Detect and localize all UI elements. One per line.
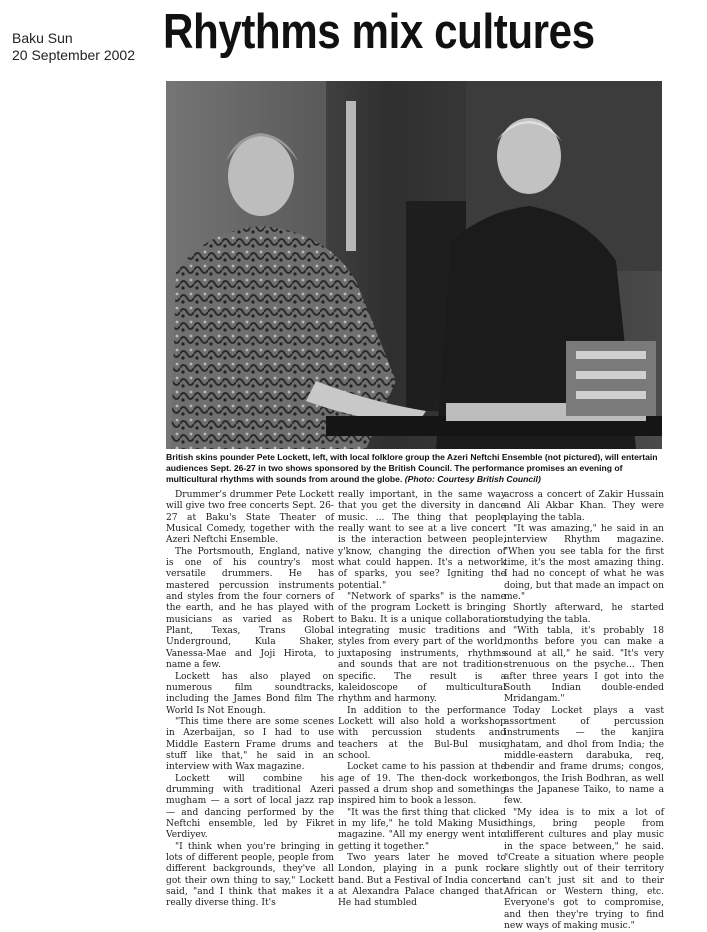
publication-name: Baku Sun xyxy=(12,30,73,46)
paragraph: across a concert of Zakir Hussain and Ali Akbar Khan. They were playing the tabla. xyxy=(504,490,664,523)
paragraph: "It was the first thing that clicked in my life," he told Making Music magazine. "All my energy went into getting it together." xyxy=(338,807,506,852)
article-photo xyxy=(166,81,662,449)
photo-caption xyxy=(166,452,662,485)
paragraph: Locket came to his passion at the age of 19. The then-dock worker passed a drum shop and something inspired him to book a lesson. xyxy=(338,762,506,807)
paragraph: In addition to the performance Lockett will also hold a workshop with percussion students and teachers at the Bul-Bul music school. xyxy=(338,705,506,761)
paragraph: "With tabla, it's probably 18 months before you can make a sound at all," he said. "It's very strenuous on the psyche... Then after three years I got into the South Indian double-ended Mridangam." xyxy=(504,626,664,705)
article-column-2 xyxy=(338,490,506,910)
paragraph: Two years later he moved to London, playing in a punk rock band. But a Festival of India concert at Alexandra Palace changed that. He had stumbled xyxy=(338,853,507,909)
publication-date: 20 September 2002 xyxy=(12,47,135,63)
paragraph: Today Locket plays a vast assortment of percussion instruments — the kanjira ghatam, and dhol from India; the middle-eastern darabuka, req, bendir and frame drums; congos, bongos, the Irish Bodhran, as well as the Japanese Taiko, to name a few. xyxy=(504,705,664,807)
photo-credit: (Photo: Courtesy British Council) xyxy=(404,474,541,484)
paragraph: Shortly afterward, he started studying the tabla. xyxy=(504,603,664,625)
caption-text: British skins pounder Pete Lockett, left, with local folklore group the Azeri Neftchi Ensemble (not pictured), will entertain audiences Sept. 26-27 in two shows sponsored by the British Council. The performance promises an evening of multicultural rhythms with sounds from around the globe. xyxy=(166,452,658,484)
paragraph: Drummer's drummer Pete Lockett will give two free concerts Sept. 26-27 at Baku's State Theater of Musical Comedy, together with the Azeri Neftchi Ensemble. xyxy=(166,490,334,546)
paragraph: "It was amazing," he said in an interview Rhythm magazine. "When you see tabla for the first time, it's the most amazing thing. I had no concept of what he was doing, but that made an impact on me." xyxy=(504,524,664,603)
paragraph: "My idea is to mix a lot of things, bring people from different cultures and play music in the space between," he said. "Create a situation where people are slightly out of their territory and can't just sit and to their African or Western thing, etc. Everyone's got to compromise, and then they're trying to find new ways of making music." xyxy=(504,807,664,932)
paragraph: "I think when you're bringing in lots of different people, people from different backgrounds, they've all got their own thing to say," Lockett said, "and I think that makes it a really diverse thing. It's xyxy=(166,841,334,909)
publication-source xyxy=(12,30,135,64)
article-column-1 xyxy=(166,490,334,910)
paragraph: The Portsmouth, England, native is one of his country's most versatile drummers. He has mastered percussion instruments and styles from the four corners of the earth, and he has played with musicians as varied as Robert Plant, Texas, Trans Global Underground, Kula Shaker, Vanessa-Mae and Joji Hirota, to name a few. xyxy=(166,546,334,671)
paragraph: Lockett has also played on numerous film soundtracks, including the James Bond film The World Is Not Enough. xyxy=(166,671,334,716)
paragraph: Lockett will combine his drumming with traditional Azeri mugham — a sort of local jazz rap — and dancing performed by the Neftchi ensemble, led by Fikret Verdiyev. xyxy=(166,773,334,841)
photo-illustration xyxy=(166,81,662,449)
paragraph: "This time there are some scenes in Azerbaijan, so I had to use Middle Eastern Frame drums and stuff like that," he said in an interview with Wax magazine. xyxy=(166,716,334,773)
headline: Rhythms mix cultures xyxy=(163,5,595,59)
article-column-3 xyxy=(504,490,664,932)
paragraph: "Network of sparks" is the name of the program Lockett is bringing to Baku. It is a unique collaboration integrating music traditions and styles from every part of the world, juxtaposing instruments, rhythms and sounds that are not tradition-specific. The result is a kaleidoscope of multicultural rhythm and harmony. xyxy=(338,592,506,705)
paragraph: really important, in the same way that you get the diversity in dance music. ... The thing that people really want to see at a live concert is the interaction between people, y'know, changing the direction of what could happen. It's a network of sparks, you see? Igniting the potential." xyxy=(338,490,506,591)
